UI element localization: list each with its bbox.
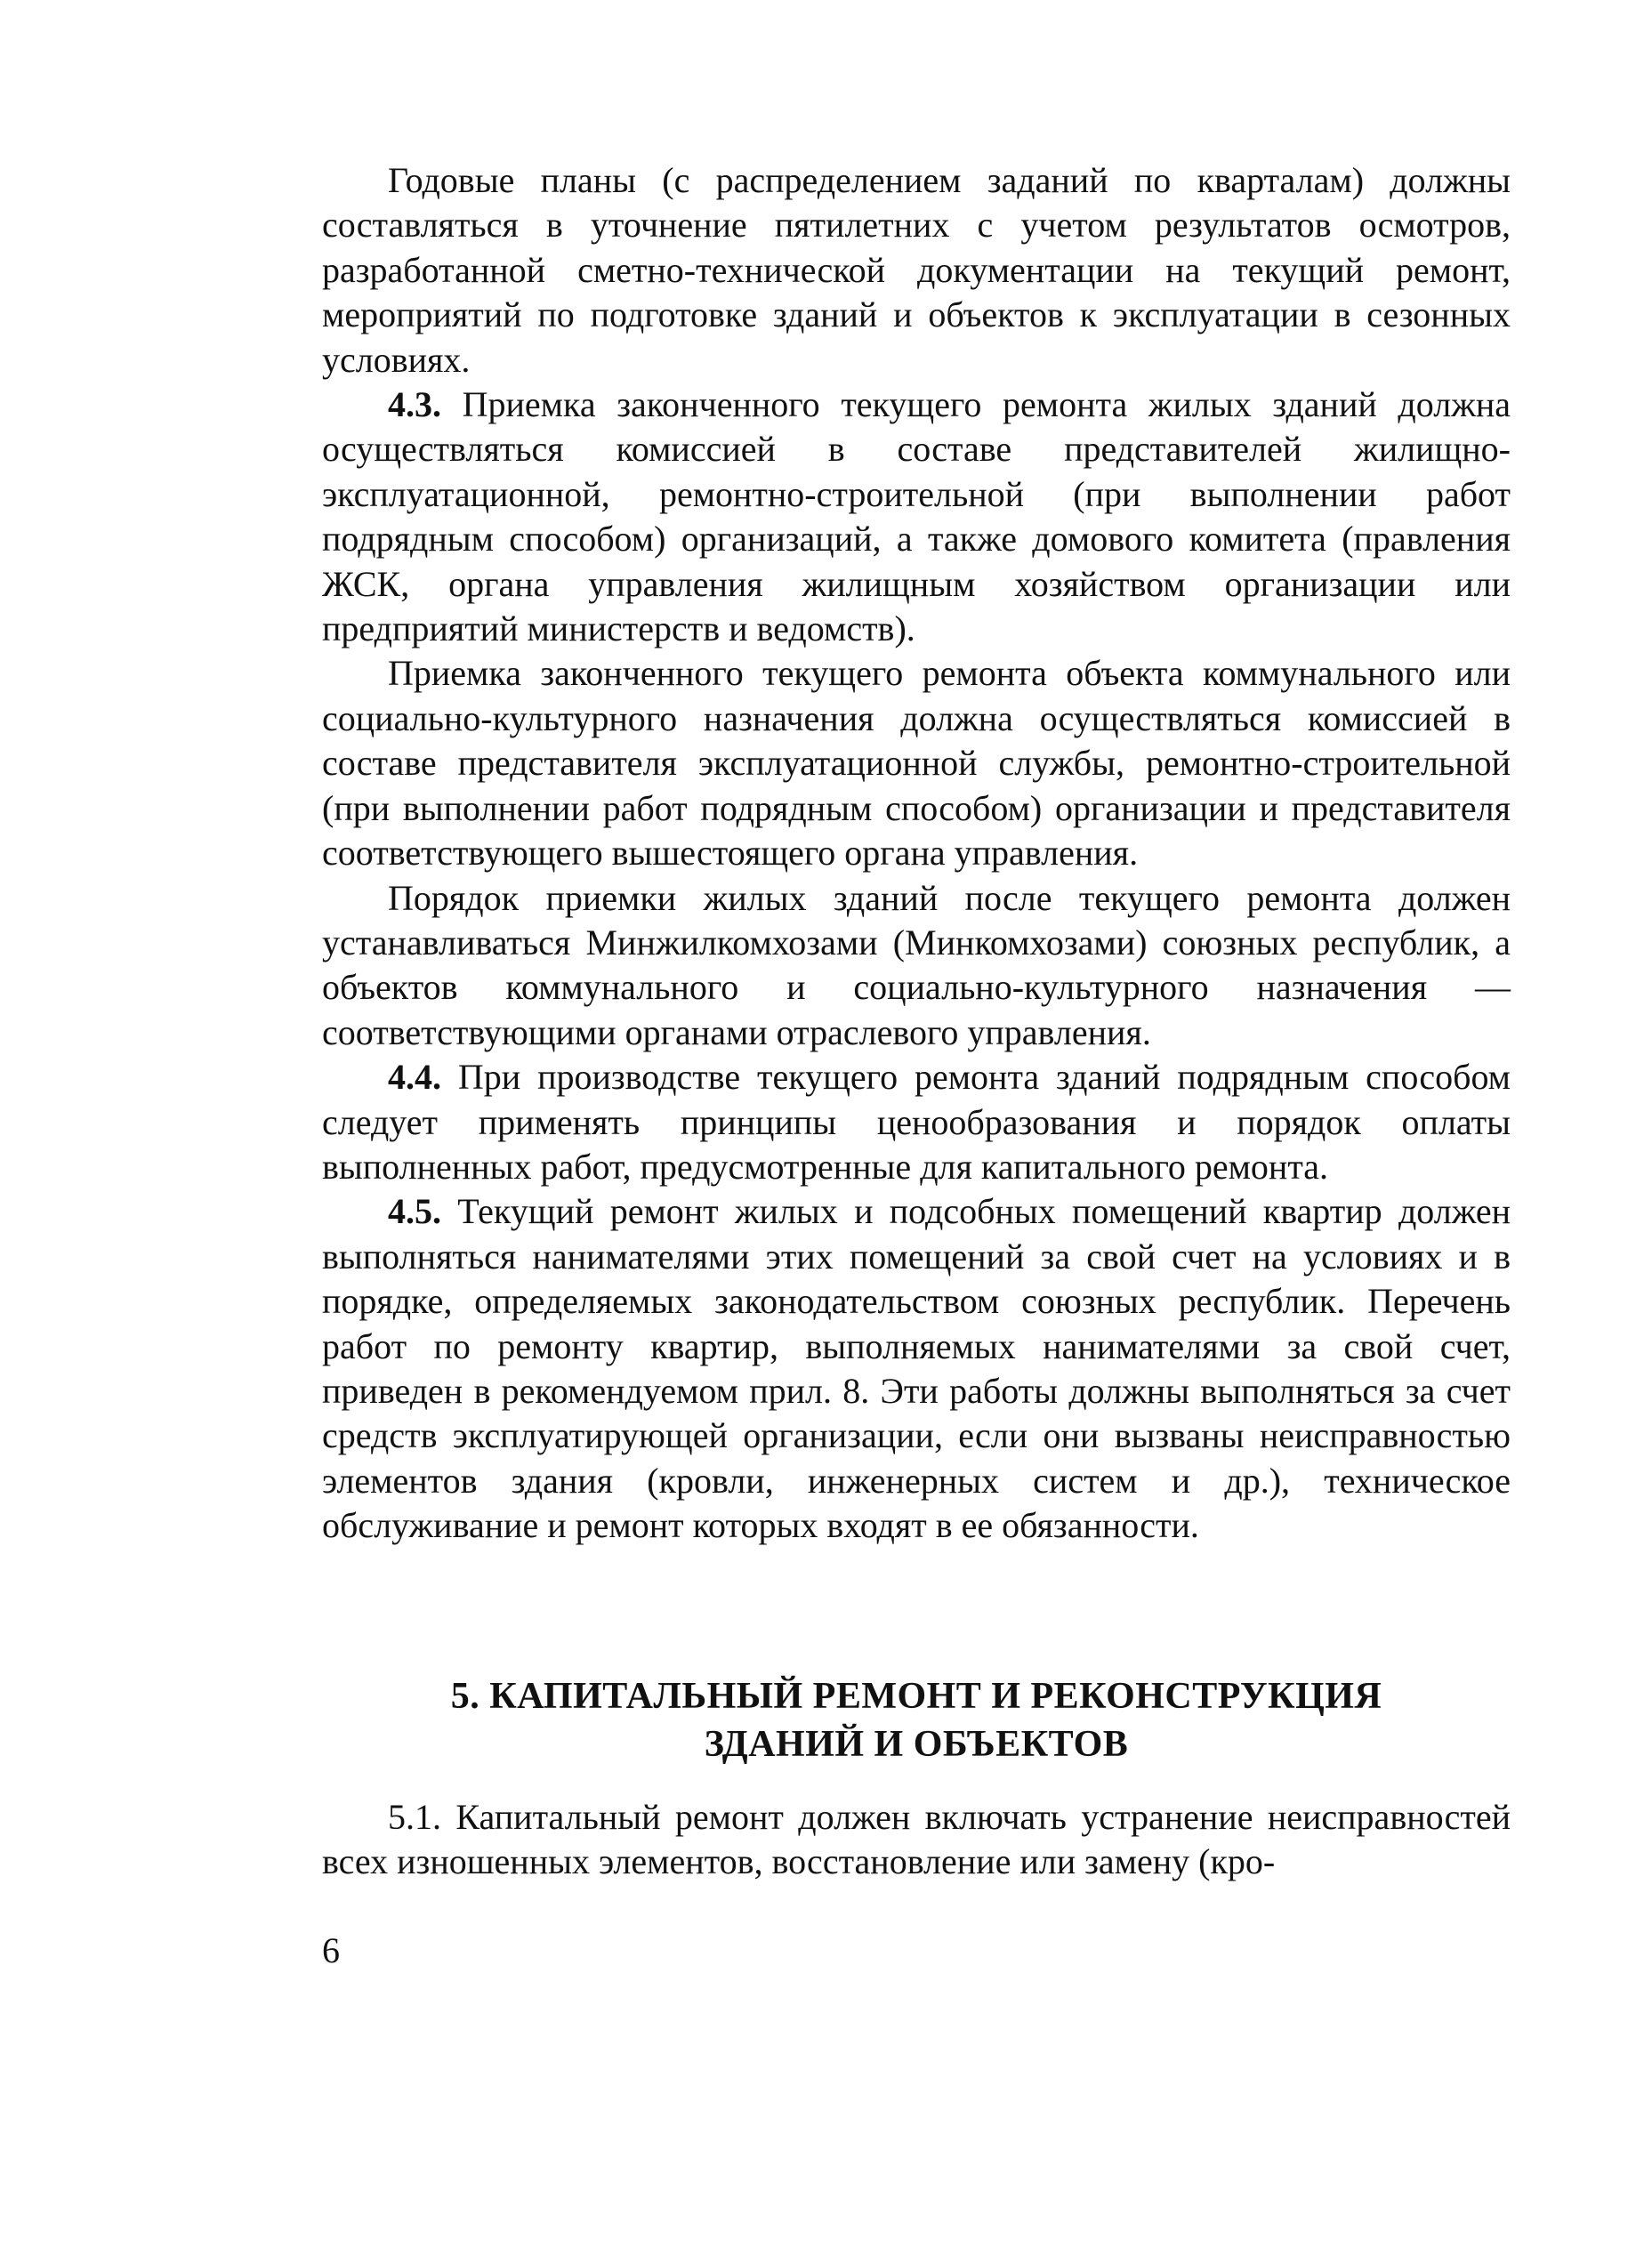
clause-number: 4.4.: [388, 1057, 441, 1098]
paragraph-acceptance-order: [322, 876, 1511, 1056]
paragraph-4-5: [322, 1189, 1511, 1548]
paragraph-text: Капитальный ремонт должен включать устранение неисправностей всех изношенных элементов, восстановление или замену (кро-: [322, 1797, 1511, 1882]
paragraph-annual-plans: [322, 158, 1511, 383]
paragraph-text: Текущий ремонт жилых и подсобных помещений квартир должен выполняться нанимателями этих помещений за свой счет на условиях и в порядке, определяемых законодательством союзных республик. Перечень работ по ремонту квартир, выполняемых нанимателями за свой счет, приведен в рекомендуемом прил. 8. Эти работы должны выполняться за счет средств эксплуатирующей организации, если они вызваны неисправностью элементов здания (кровли, инженерных систем и др.), техническое обслуживание и ремонт которых входят в ее обязанности.: [322, 1191, 1511, 1546]
section-heading: [322, 1672, 1511, 1768]
page-number: 6: [322, 1930, 340, 1970]
paragraph-text: Порядок приемки жилых зданий после текущего ремонта должен устанавливаться Минжилкомхозами (Минкомхозами) союзных республик, а объектов коммунального и социально-культурного назначения —соответствующими органами отраслевого управления.: [322, 877, 1511, 1052]
body-text: [322, 158, 1511, 1549]
section-heading-line-1: 5. КАПИТАЛЬНЫЙ РЕМОНТ И РЕКОНСТРУКЦИЯ: [450, 1676, 1382, 1717]
paragraph-text: Приемка законченного текущего ремонта жилых зданий должна осуществляться комиссией в составе представителей жилищно-эксплуатационной, ремонтно-строительной (при выполнении работ подрядным способом) организаций, а также домового комитета (правления ЖСК, органа управления жилищным хозяйством организации или предприятий министерств и ведомств).: [322, 384, 1511, 649]
paragraph-4-4: [322, 1055, 1511, 1189]
paragraph-text: Годовые планы (с распределением заданий по кварталам) должны составляться в уточнение пятилетних с учетом результатов осмотров, разработанной сметно-технической документации на текущий ремонт, мероприятий по подготовке зданий и объектов к эксплуатации в сезонных условиях.: [322, 160, 1511, 380]
section-heading-line-2: ЗДАНИЙ И ОБЪЕКТОВ: [704, 1724, 1129, 1765]
paragraph-text: Приемка законченного текущего ремонта объекта коммунального или социально-культурного назначения должна осуществляться комиссией в составе представителя эксплуатационной службы, ремонтно-строительной (при выполнении работ подрядным способом) организации и представителя соответствующего вышестоящего органа управления.: [322, 653, 1511, 874]
section-body-text: [322, 1795, 1511, 1885]
paragraph-4-3: [322, 383, 1511, 651]
paragraph-5-1: [322, 1795, 1511, 1885]
clause-number: 4.5.: [388, 1191, 441, 1232]
paragraph-text: При производстве текущего ремонта зданий подрядным способом следует применять принципы ценообразования и порядок оплаты выполненных работ, предусмотренные для капитального ремонта.: [322, 1057, 1511, 1187]
clause-number: 4.3.: [388, 384, 441, 425]
paragraph-communal-acceptance: [322, 651, 1511, 875]
clause-number: 5.1.: [388, 1797, 441, 1837]
